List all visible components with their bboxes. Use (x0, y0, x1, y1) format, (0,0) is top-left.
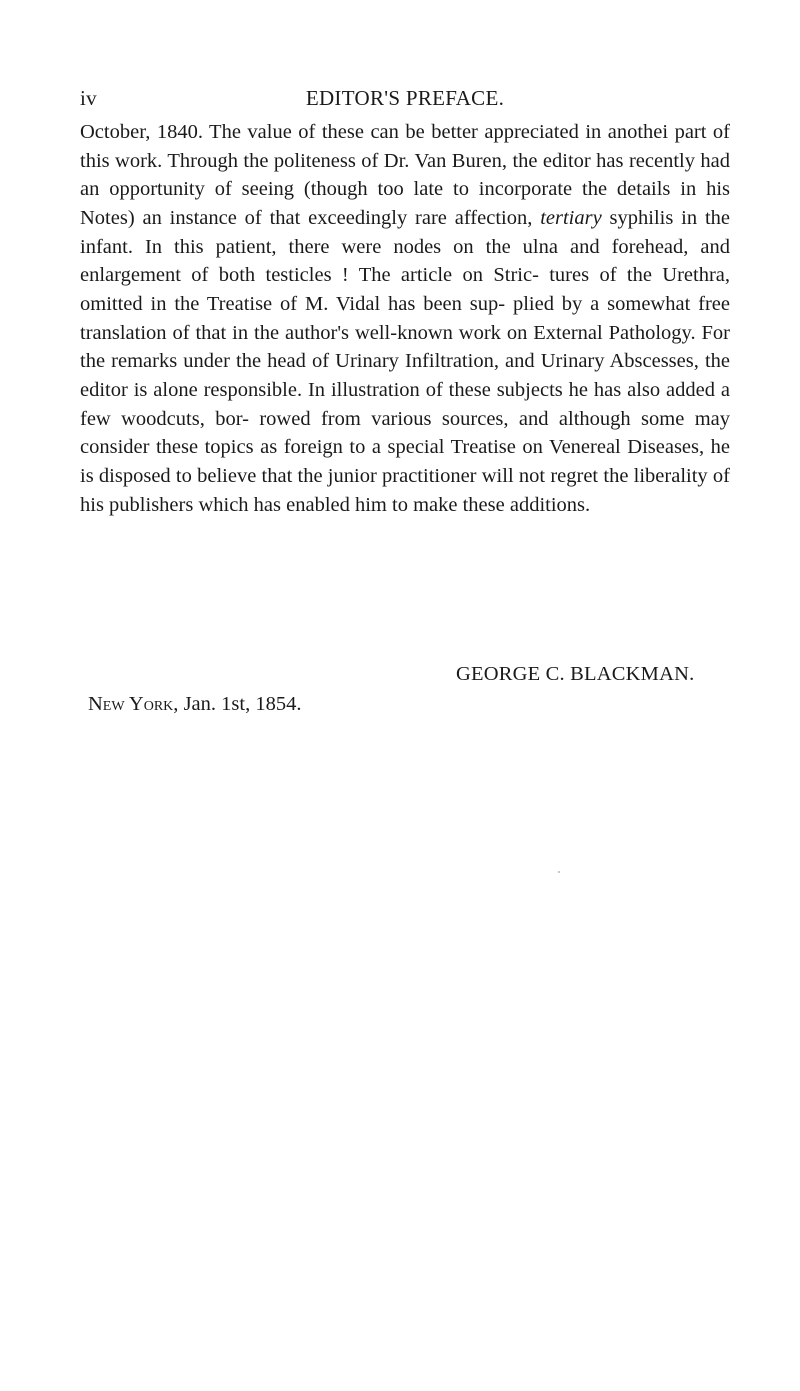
preface-paragraph (80, 118, 730, 519)
italic-term: tertiary (540, 206, 602, 229)
dateline (88, 693, 301, 716)
author-signature: GEORGE C. BLACKMAN. (456, 663, 695, 685)
paragraph-text-part-2: syphilis in the infant. In this patient, there were nodes on the ulna and forehead, and enlargement of both testicles ! The article on Stric- tures of the Urethra, omitted in the Treatise of M. Vidal has been sup- plied by a somewhat free translation of that in the author's well-known work on External Pathology. For the remarks under the head of Urinary Infiltration, and Urinary Abscesses, the editor is alone responsible. In illustration of these subjects he has also added a few woodcuts, bor- rowed from various sources, and although some may consider these topics as foreign to a special Treatise on Venereal Diseases, he is disposed to believe that the junior practitioner will not regret the liberality of his publishers which has enabled him to make these additions. (80, 206, 730, 516)
running-head (80, 86, 730, 116)
paragraph-text-part-1: October, 1840. The value of these can be better appreciated in anothei part of this work. Through the politeness of Dr. Van Buren, the editor has recently had an opportunity of seeing (though too late to incorporate the details in his Notes) an instance of that exceedingly rare affection, (80, 121, 730, 229)
print-speck (558, 871, 560, 873)
dateline-place: New York, (88, 693, 179, 715)
page-number: iv (80, 86, 97, 110)
dateline-date: Jan. 1st, 1854. (178, 693, 302, 715)
header-title: EDITOR'S PREFACE. (305, 86, 505, 110)
